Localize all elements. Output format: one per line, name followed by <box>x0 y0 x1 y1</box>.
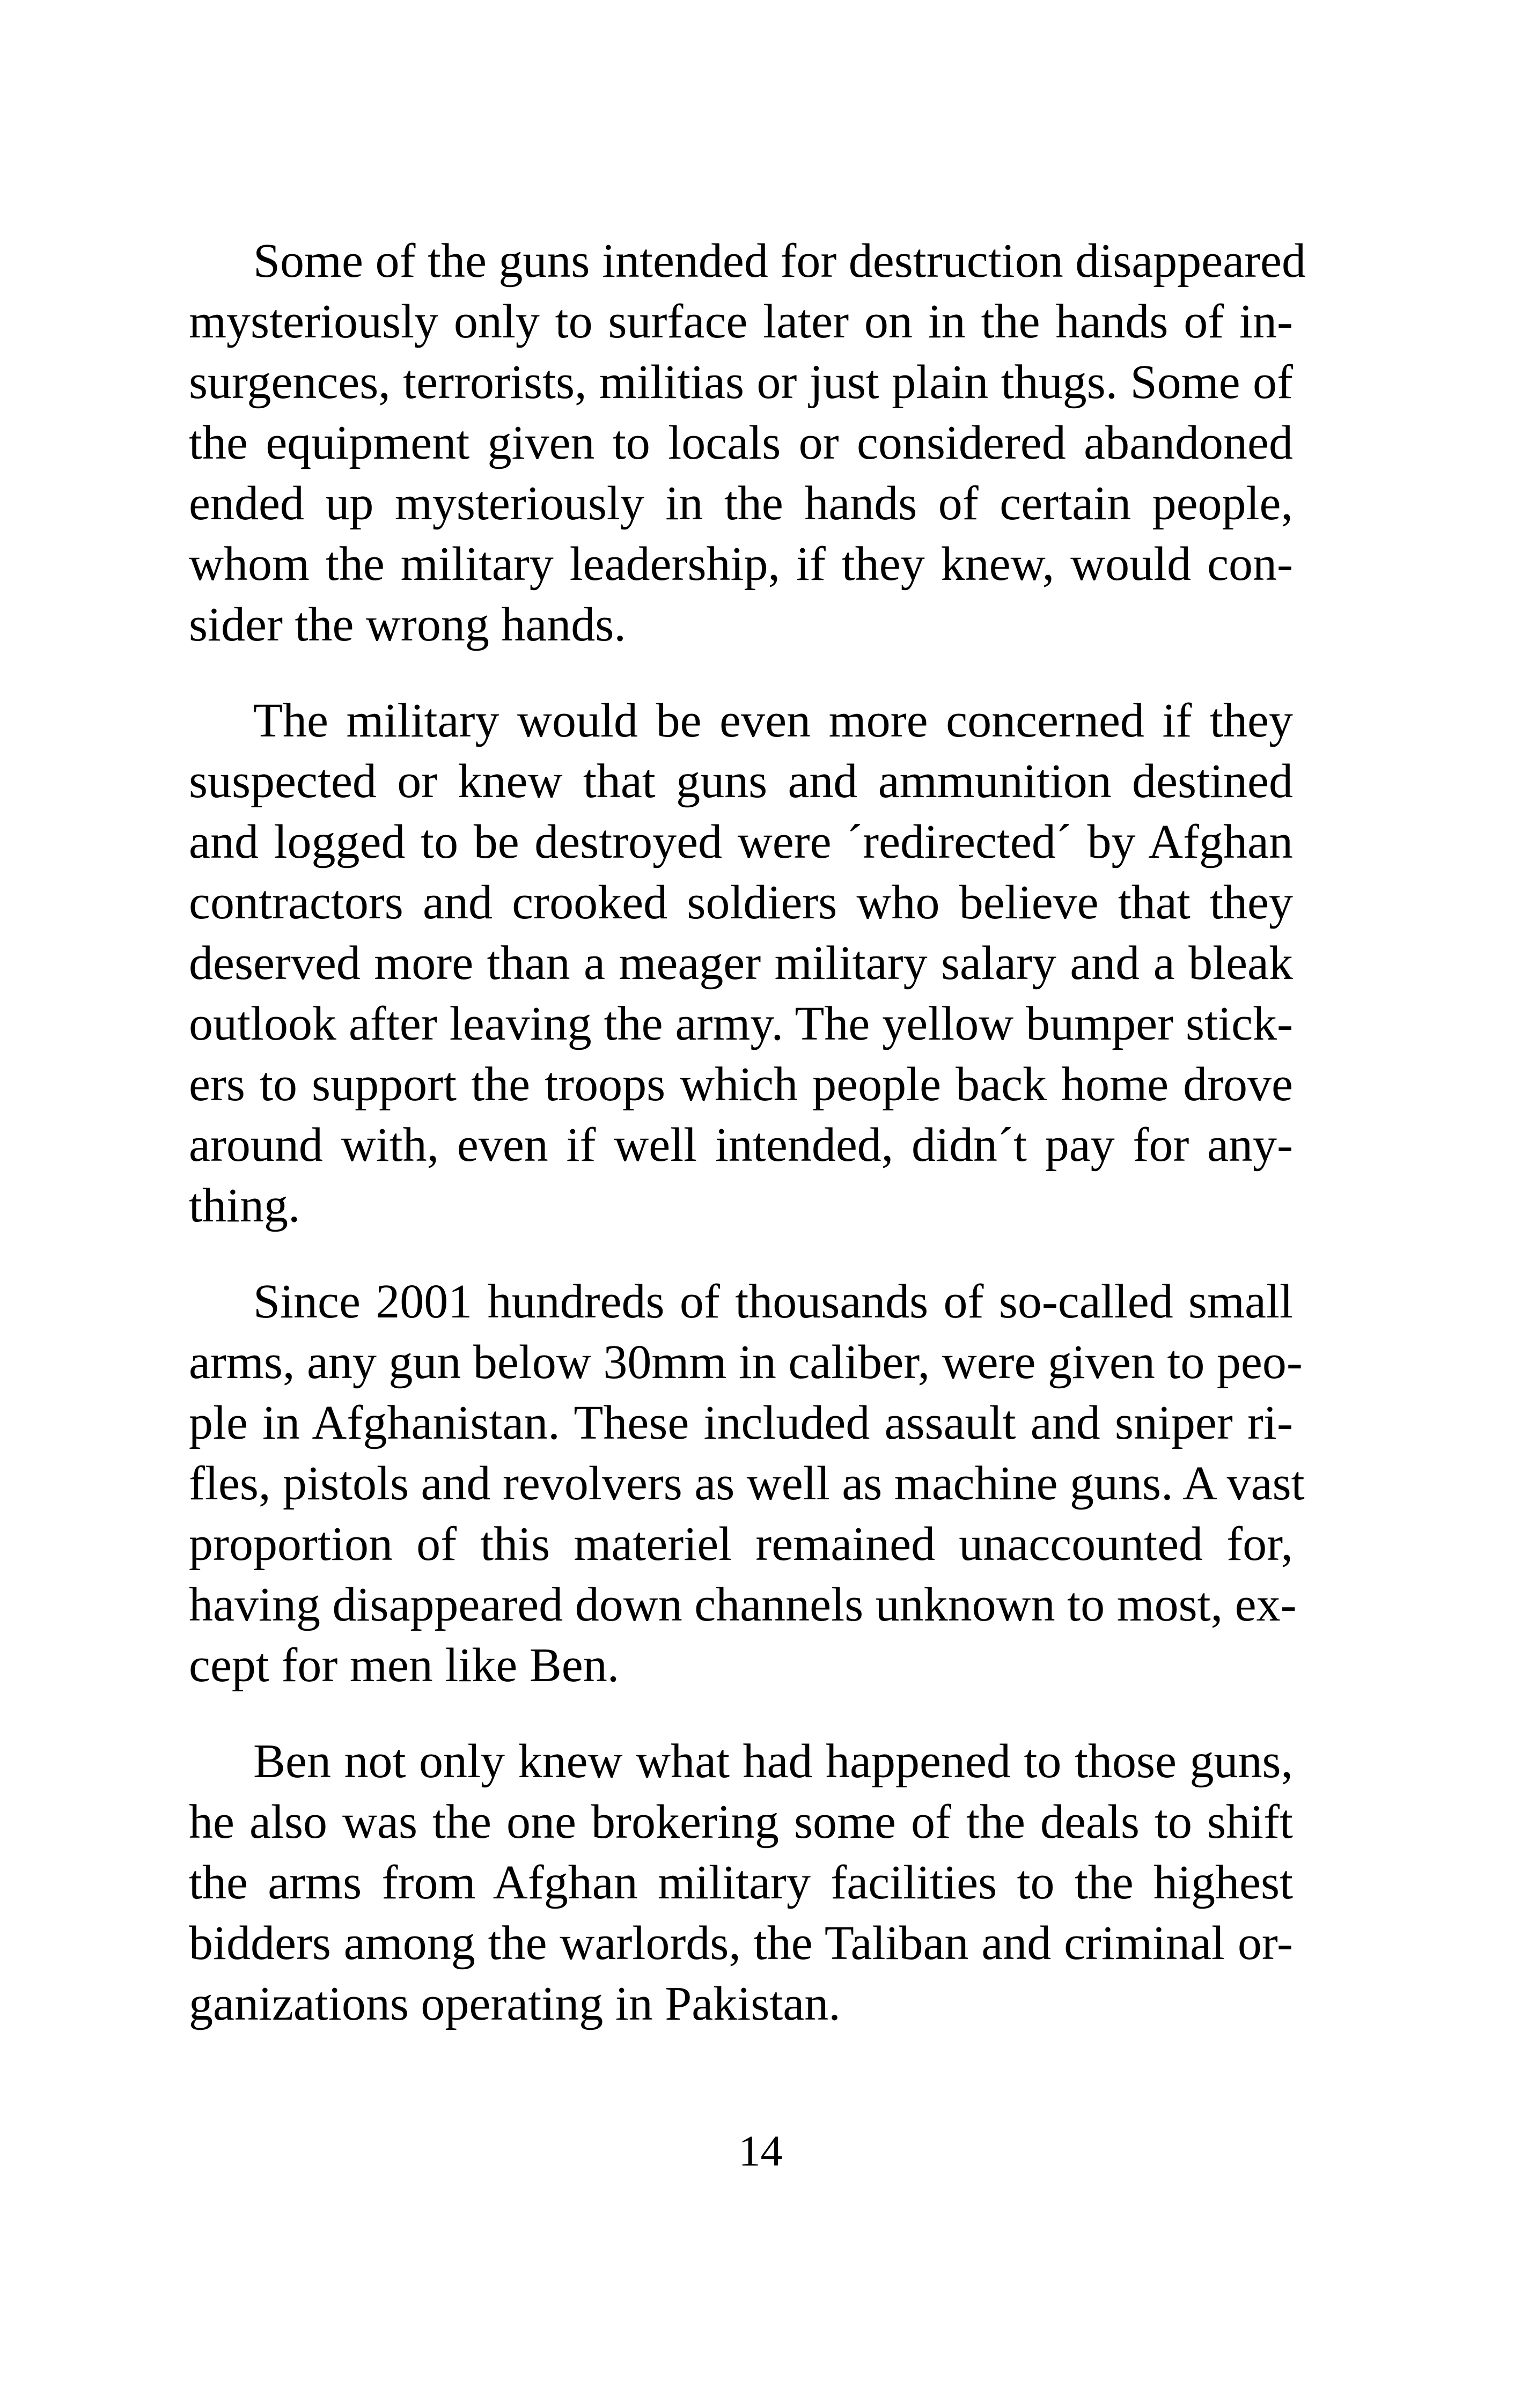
page-number: 14 <box>738 2126 783 2175</box>
text-line: Ben not only knew what had happened to those guns, <box>253 1735 1293 1788</box>
text-line: and logged to be destroyed were ´redirected´ by Afghan <box>189 815 1293 868</box>
paragraph-1 <box>189 231 1306 655</box>
text-line: having disappeared down channels unknown to most, ex- <box>189 1578 1297 1631</box>
text-line: suspected or knew that guns and ammunition destined <box>189 755 1293 808</box>
text-line: ple in Afghanistan. These included assault and sniper ri- <box>189 1396 1293 1449</box>
text-line: the arms from Afghan military facilities to the highest <box>189 1856 1293 1909</box>
text-line: ers to support the troops which people back home drove <box>189 1058 1293 1111</box>
text-line: cept for men like Ben. <box>189 1639 620 1692</box>
text-line: arms, any gun below 30mm in caliber, were given to peo- <box>189 1336 1303 1389</box>
text-line: the equipment given to locals or considered abandoned <box>189 416 1293 469</box>
text-line: The military would be even more concerned if they <box>253 694 1293 747</box>
paragraph-4 <box>189 1731 1293 2034</box>
text-line: ended up mysteriously in the hands of certain people, <box>189 477 1293 530</box>
text-line: mysteriously only to surface later on in the hands of in- <box>189 295 1293 348</box>
text-line: surgences, terrorists, militias or just plain thugs. Some of <box>189 356 1293 409</box>
text-line: outlook after leaving the army. The yellow bumper stick- <box>189 997 1293 1050</box>
text-line: bidders among the warlords, the Taliban and criminal or- <box>189 1917 1293 1970</box>
body-text <box>189 231 1306 2034</box>
text-line: sider the wrong hands. <box>189 598 626 651</box>
text-line: he also was the one brokering some of the deals to shift <box>189 1795 1293 1849</box>
paragraph-3 <box>189 1271 1305 1696</box>
text-line: ganizations operating in Pakistan. <box>189 1977 841 2030</box>
text-line: fles, pistols and revolvers as well as machine guns. A vast <box>189 1457 1305 1510</box>
text-line: proportion of this materiel remained unaccounted for, <box>189 1518 1293 1571</box>
text-line: Some of the guns intended for destruction disappeared <box>253 234 1306 288</box>
text-line: thing. <box>189 1179 300 1232</box>
paragraph-2 <box>189 690 1293 1236</box>
text-line: around with, even if well intended, didn´t pay for any- <box>189 1118 1293 1172</box>
text-line: deserved more than a meager military salary and a bleak <box>189 937 1293 990</box>
text-line: Since 2001 hundreds of thousands of so-called small <box>253 1275 1293 1328</box>
text-line: whom the military leadership, if they knew, would con- <box>189 537 1293 591</box>
text-line: contractors and crooked soldiers who believe that they <box>189 876 1293 929</box>
